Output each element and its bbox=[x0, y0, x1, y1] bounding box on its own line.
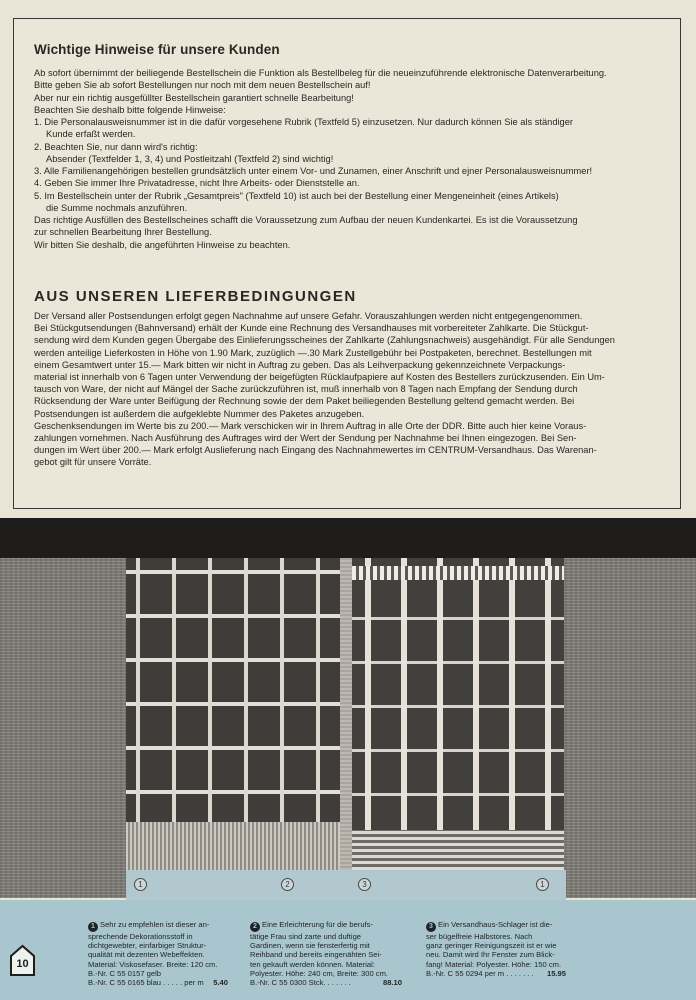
order-number-row: B.-Nr. C 55 0157 gelb bbox=[88, 968, 162, 978]
conditions-line: tausch von Ware, der nicht auf Mängel der Sache zurückzuführen ist, muß innerhalb von 8 Tagen nach Empfang der Sendung durch bbox=[34, 384, 578, 395]
caption-line: dichtgewebter, einfarbiger Struktur- bbox=[88, 941, 207, 951]
caption-number: 1 bbox=[88, 922, 98, 932]
caption-2 bbox=[250, 920, 402, 987]
caption-3 bbox=[426, 920, 566, 978]
caption-line: ten gekauft werden können. Material: bbox=[250, 959, 375, 969]
caption-line: 2 Eine Erleichterung für die berufs- bbox=[250, 920, 402, 932]
price: 15.95 bbox=[546, 968, 566, 978]
conditions-line: dungen im Wert über 200.— Mark erfolgt Auslieferung nach Eingang des Nachnahmewertes im CENTRUM-Versandhaus. Das Warenan- bbox=[34, 445, 597, 456]
hints-line: Absender (Textfelder 1, 3, 4) und Postleitzahl (Textfeld 2) sind wichtig! bbox=[46, 153, 334, 164]
hints-line: 4. Geben Sie immer Ihre Privatadresse, nicht Ihre Arbeits- oder Dienststelle an. bbox=[34, 178, 360, 189]
hints-line: zur schnellen Bearbeitung Ihrer Bestellung. bbox=[34, 227, 212, 238]
caption-line: qualität mit dezenten Webeffekten. bbox=[88, 950, 205, 960]
conditions-line: werden anteilige Lieferkosten in Höhe von 1.90 Mark, zuzüglich —.30 Mark Zustellgebühr bei Postpaketen, berechnet. Bestellungen mit bbox=[34, 347, 592, 358]
caption-line: Reihband und bereits eingenähten Sei- bbox=[250, 950, 382, 960]
caption-line: 3 Ein Versandhaus-Schlager ist die- bbox=[426, 920, 566, 932]
price: 5.40 bbox=[213, 978, 228, 988]
conditions-line: Postsendungen ist außerdem die aufgeklebte Nummer des Paketes anzugeben. bbox=[34, 408, 365, 419]
hints-line: Bitte geben Sie ab sofort Bestellungen nur noch mit dem neuen Bestellschein auf! bbox=[34, 80, 371, 91]
order-number-row: B.-Nr. C 55 0294 per m . . . . . . . 15.95 bbox=[426, 968, 566, 978]
conditions-line: einem Gesamtwert unter 15.— Mark bitten wir nicht in Auftrag zu geben. Das als Leihverpackung gekennzeichnete Verpackungs- bbox=[34, 359, 566, 370]
caption-number: 2 bbox=[250, 922, 260, 932]
caption-line: fang! Material: Polyester. Höhe: 150 cm. bbox=[426, 959, 562, 969]
conditions-title: AUS UNSEREN LIEFERBEDINGUNGEN bbox=[34, 288, 357, 305]
hints-line: 2. Beachten Sie, nur dann wird's richtig: bbox=[34, 141, 198, 152]
conditions-line: Rücksendung der Ware unter Beifügung der Rechnung sowie der dem Paket beiliegenden Bestellung geltend gemacht werden. Bei bbox=[34, 396, 575, 407]
curtain-stores bbox=[352, 558, 564, 870]
hints-line: Ab sofort übernimmt der beiliegende Bestellschein die Funktion als Bestellbeleg für die neueinzuführende elektronische Datenverarbeitung. bbox=[34, 68, 607, 78]
caption-1 bbox=[88, 920, 228, 987]
curtain-hem bbox=[126, 822, 340, 870]
caption-line: tätige Frau sind zarte und duftige bbox=[250, 932, 362, 941]
dark-band bbox=[0, 518, 696, 558]
caption-line: ser bügelfreie Halbstores. Nach bbox=[426, 932, 533, 941]
caption-line: Material: Viskosefaser. Breite: 120 cm. bbox=[88, 959, 218, 969]
conditions-line: zahlungen vornehmen. Nach Ausführung des Auftrages wird der Wert der Sendung per Nachnahme bei Ihnen eingezogen. Bei Sen- bbox=[34, 433, 577, 444]
photo-marker-strip bbox=[126, 870, 566, 900]
conditions-line: Der Versand aller Postsendungen erfolgt gegen Nachnahme auf unsere Gefahr. Vorauszahlungen werden nicht entgegengenommen. bbox=[34, 311, 583, 321]
order-number-row: B.-Nr. C 55 0300 Stck. . . . . . . 88.10 bbox=[250, 978, 402, 988]
hints-text bbox=[34, 67, 664, 251]
caption-line: neu. Damit wird Ihr Fenster zum Blick- bbox=[426, 950, 555, 960]
price: 88.10 bbox=[382, 978, 402, 988]
conditions-line: gebot gilt für unsere Vorräte. bbox=[34, 457, 152, 468]
lace-border-top bbox=[352, 566, 564, 580]
caption-line: Gardinen, wenn sie fensterfertig mit bbox=[250, 941, 370, 951]
hints-line: Beachten Sie deshalb bitte folgende Hinweise: bbox=[34, 104, 226, 115]
hints-line: Wir bitten Sie deshalb, die angeführten Hinweise zu beachten. bbox=[34, 239, 291, 250]
caption-line: ganz geringer Reinigungszeit ist er wie bbox=[426, 941, 557, 951]
caption-line: 1 Sehr zu empfehlen ist dieser an- bbox=[88, 920, 228, 932]
lace-border-bottom bbox=[352, 830, 564, 870]
conditions-line: Bei Stückgutsendungen (Bahnversand) erhält der Kunde eine Rechnung des Versandhauses mit vorbereiteter Zahlkarte. Die Stückgut- bbox=[34, 323, 589, 334]
conditions-line: sendung wird dem Kunden gegen Übergabe des Einlieferungsscheines der Zahlkarte (Zahlungsnachweis) ausgehändigt. Für alle Sendungen bbox=[34, 335, 615, 346]
hints-line: die Summe nochmals anzuführen. bbox=[46, 202, 188, 213]
marker-1b: 1 bbox=[536, 878, 549, 891]
caption-number: 3 bbox=[426, 922, 436, 932]
conditions-line: Geschenksendungen im Werte bis zu 200.— Mark verschicken wir in Ihrem Auftrag in alle Orte der DDR. Bitte auch hier keine Voraus- bbox=[34, 420, 587, 431]
caption-line: sprechende Dekorationsstoff in bbox=[88, 932, 193, 941]
marker-3: 3 bbox=[358, 878, 371, 891]
caption-line: Polyester. Höhe: 240 cm, Breite: 300 cm. bbox=[250, 968, 389, 978]
hints-line: Aber nur ein richtig ausgefüllter Bestellschein garantiert schnelle Bearbeitung! bbox=[34, 92, 354, 103]
page-number: 10 bbox=[16, 958, 29, 970]
conditions-line: material ist innerhalb von 6 Tagen unter Verwendung der beigefügten Rücklaufpapiere auf Kosten des Bestellers zurückzusenden. Ein Um- bbox=[34, 372, 605, 383]
order-number-row: B.-Nr. C 55 0165 blau . . . . . per m 5.40 bbox=[88, 978, 228, 988]
hints-line: 1. Die Personalausweisnummer ist in die dafür vorgesehene Rubrik (Textfeld 5) einzusetzen. Nur dadurch können Sie als ständiger bbox=[34, 117, 573, 127]
page-number-badge bbox=[9, 944, 36, 977]
conditions-text bbox=[34, 310, 680, 469]
hints-title: Wichtige Hinweise für unsere Kunden bbox=[34, 42, 280, 57]
marker-1: 1 bbox=[134, 878, 147, 891]
marker-2: 2 bbox=[281, 878, 294, 891]
photo-gap bbox=[340, 558, 352, 870]
hints-line: Kunde erfaßt werden. bbox=[46, 129, 136, 140]
hints-line: 3. Alle Familienangehörigen bestellen grundsätzlich unter einem Vor- und Zunamen, einer Anschrift und ejner Personalausweisnummer! bbox=[34, 166, 593, 176]
hints-line: 5. Im Bestellschein unter der Rubrik „Gesamtpreis" (Textfeld 10) ist auch bei der Bestellung einer Mengeneinheit (eines Artikels) bbox=[34, 190, 559, 201]
hints-line: Das richtige Ausfüllen des Bestellscheines schafft die Voraussetzung zum Aufbau der neuen Kundenkartei. Es ist die Voraussetzung bbox=[34, 215, 578, 225]
curtain-decorative-fabric bbox=[126, 558, 340, 870]
